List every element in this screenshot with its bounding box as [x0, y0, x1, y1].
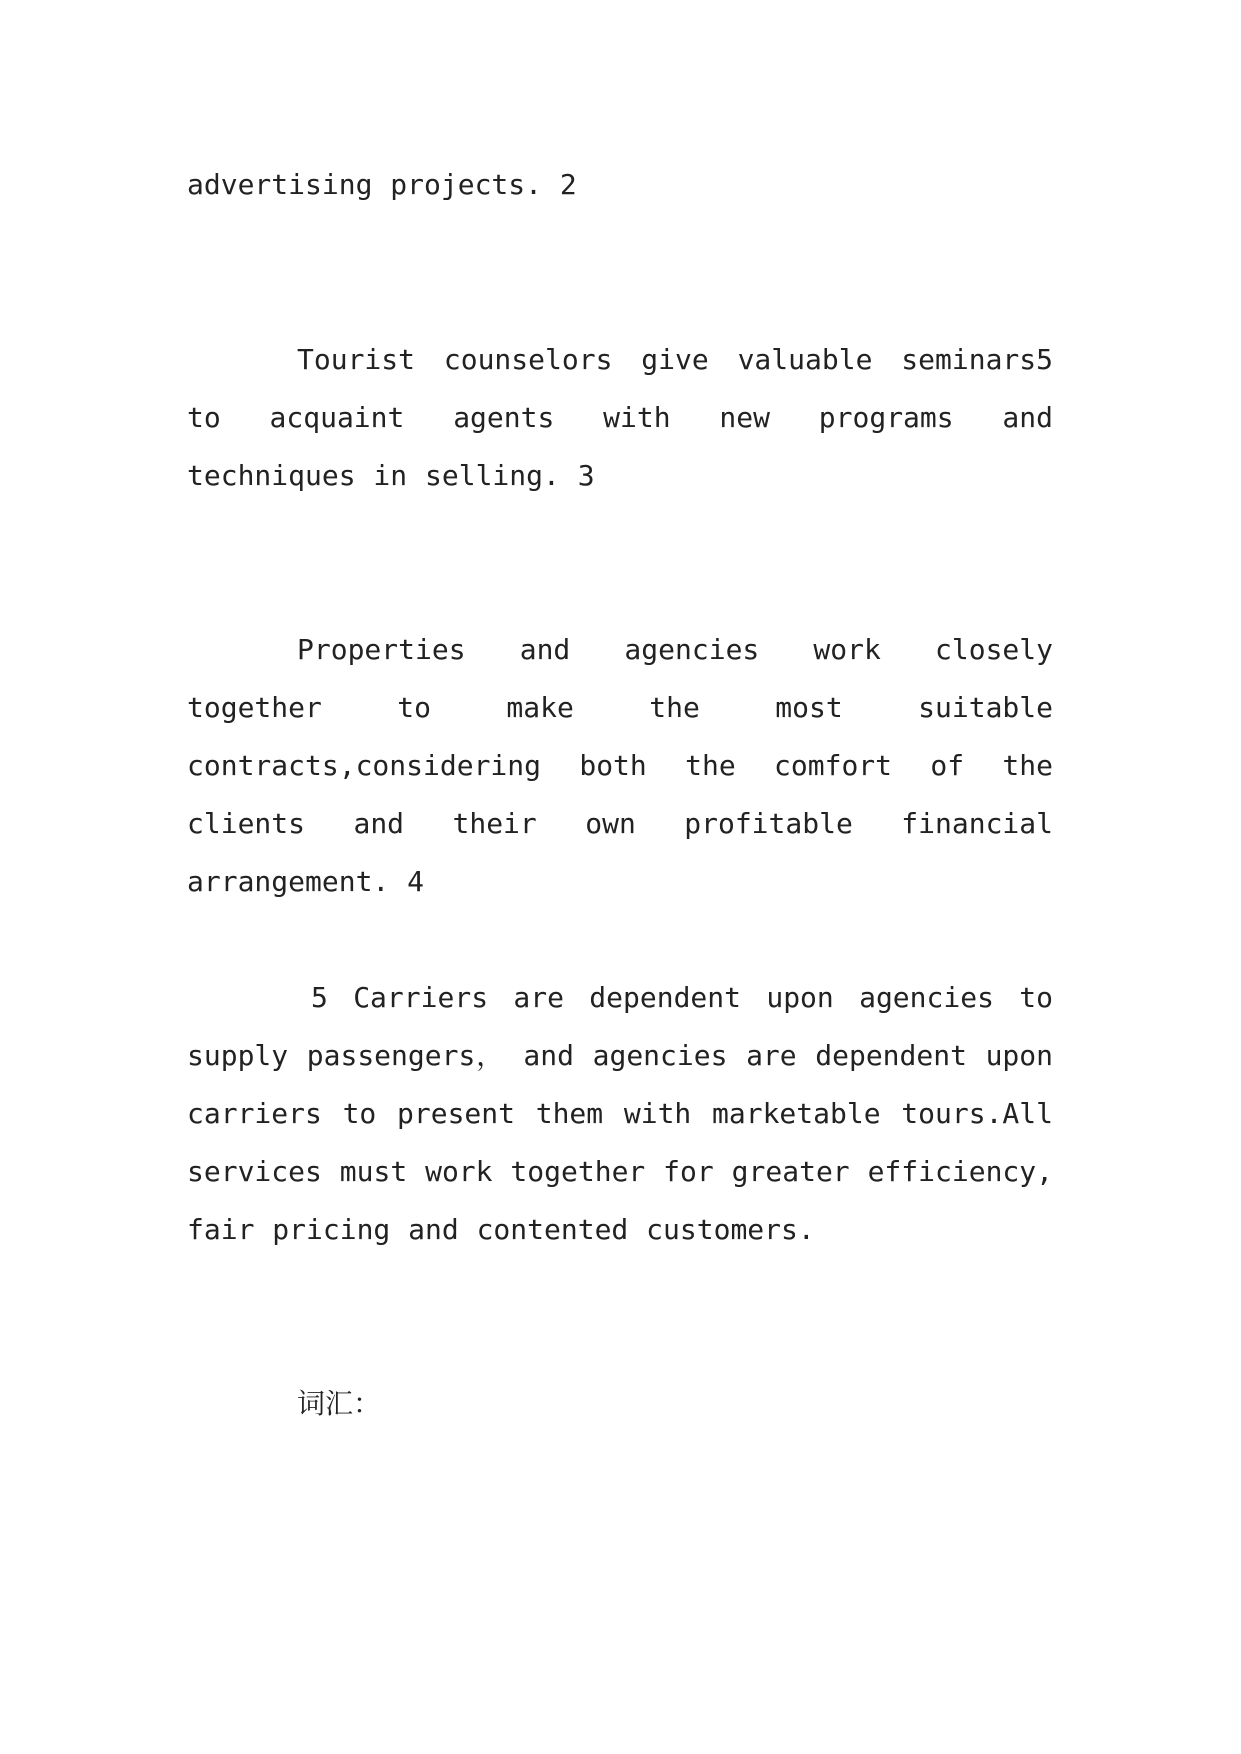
paragraph-2: Tourist counselors give valuable seminars5 to acquaint agents with new programs and techniques in selling. 3	[187, 343, 1053, 492]
paragraph-1: advertising projects. 2	[187, 168, 577, 201]
paragraph-4: 5 Carriers are dependent upon agencies to supply passengers， and agencies are dependent upon carriers to present them with marketable tours.All services must work together for greater efficiency, fair pricing and contented customers.	[187, 981, 1053, 1246]
vocabulary-heading: 词汇：	[297, 1387, 382, 1420]
paragraph-3: Properties and agencies work closely together to make the most suitable contracts,considering both the comfort of the clients and their own profitable financial arrangement. 4	[187, 633, 1053, 898]
